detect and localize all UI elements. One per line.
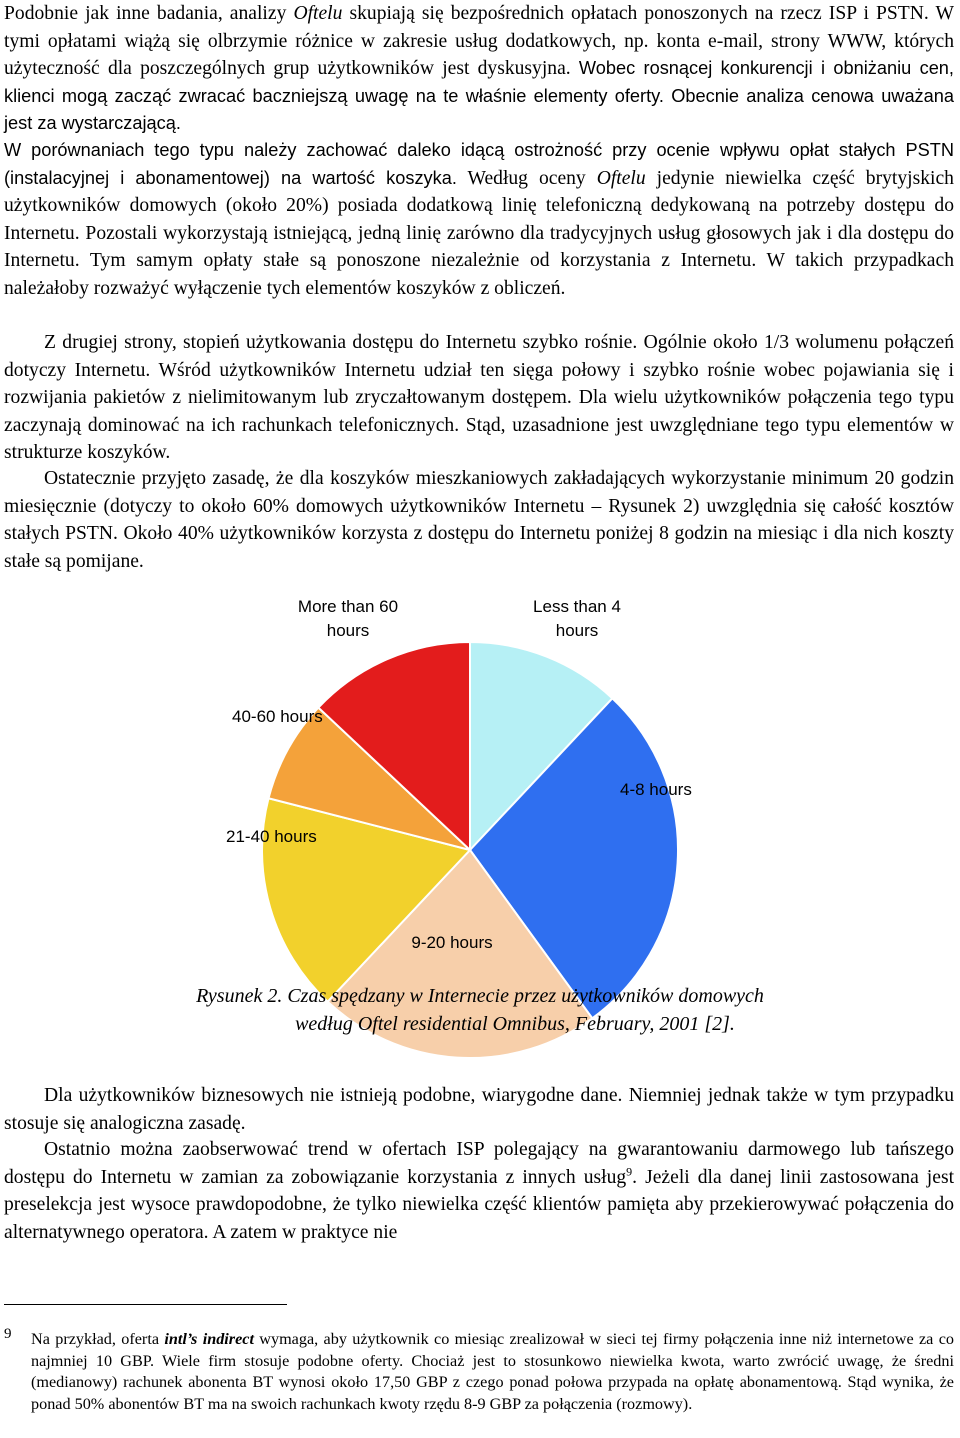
footnote-run-2: wymaga, aby użytkownik co miesiąc zrealizował w sieci tej firmy połączenia inne niż internetowe za co najmniej 10 GBP. Wiele firm stosuje podobne oferty. Chociaż jest to stosunkowo niewielka kwota, warto zwrócić uwagę, że średni (medianowy) rachunek abonenta BT wynosi około 17,50 GBP z czego ponad połowa przypada na opłatę abonamentową. Stąd wynika, że ponad 50% abonentów BT ma na swoich rachunkach kwoty rzędu 8-9 GBP za połączenia (rozmowy).: [31, 1330, 954, 1413]
paragraph-1: [4, 0, 954, 138]
paragraph-6: [4, 1136, 954, 1246]
paragraph-6-run-2: . Jeżeli dla danej linii zastosowana jest preselekcja jest wysoce prawdopodobne, że tylko niewielka część klientów pamięta aby przekierowywać połączenia do alternatywnego operatora. A zatem w praktyce nie: [4, 1166, 955, 1243]
paragraph-5-run-0: Dla użytkowników biznesowych nie istnieją podobne, wiarygodne dane. Niemniej jednak także w tym przypadku stosuje się analogiczna zasadę.: [4, 1085, 954, 1134]
pie-label-4: 21-40 hours: [226, 827, 317, 846]
paragraph-1-run-2: skupiają się bezpośrednich opłatach ponoszonych na rzecz ISP i PSTN. W tymi opłatami wiążą się olbrzymie różnice w zakresie usług dodatkowych, np. konta e-mail, strony WWW, których użyteczność dla poszczególnych grup użytkowników jest dyskusyjna.: [4, 3, 954, 80]
pie-chart: [200, 590, 692, 962]
paragraph-1-run-1: Oftelu: [293, 3, 343, 24]
paragraph-3: [4, 329, 954, 467]
pie-label-2: 4-8 hours: [620, 780, 692, 799]
paragraph-2-run-3: jedynie niewielka część brytyjskich użytkowników domowych (około 20%) posiada dodatkową linię telefoniczną dedykowaną na potrzeby dostępu do Internetu. Pozostali wykorzystają istniejącą, jedną linię zarówno dla tradycyjnych usług głosowych jak i dla dostępu do Internetu. Tym samym opłaty stałe są ponoszone niezależnie od korzystania z Internetu. W takich przypadkach należałoby rozważyć wyłączenie tych elementów koszyków z obliczeń.: [4, 167, 954, 299]
paragraph-2-run-0: W porównaniach tego typu należy zachować daleko idącą ostrożność przy ocenie wpływu opłat stałych PSTN (instalacyjnej i abonamentowej) na wartość koszyka.: [4, 140, 954, 188]
figure-caption-line-2: według Oftel residential Omnibus, February, 2001 [2].: [295, 1013, 735, 1035]
pie-label-3: 9-20 hours: [411, 933, 493, 952]
paragraph-1-run-0: Podobnie jak inne badania, analizy: [4, 3, 294, 24]
paragraph-2-run-2: Oftelu: [596, 167, 646, 189]
paragraph-2: [4, 137, 954, 303]
paragraph-5: [4, 1082, 954, 1137]
footnote-rule: [4, 1304, 287, 1305]
figure-caption-line-1: Rysunek 2. Czas spędzany w Internecie przez użytkowników domowych: [196, 985, 764, 1007]
pie-label-5: 40-60 hours: [232, 707, 323, 726]
footnote-run-0: Na przykład, oferta: [31, 1330, 165, 1348]
paragraph-4-run-0: Ostatecznie przyjęto zasadę, że dla koszyków mieszkaniowych zakładających wykorzystanie minimum 20 godzin miesięcznie (dotyczy to około 60% domowych użytkowników Internetu – Rysunek 2) uwzględnia się całość kosztów stałych PSTN. Około 40% użytkowników korzysta z dostępu do Internetu poniżej 8 godzin na miesiąc i dla nich koszty stałe są pomijane.: [4, 468, 954, 572]
pie-label-6: More than 60 hours: [297, 597, 399, 640]
footnote-run-1: intl’s indirect: [164, 1330, 254, 1348]
footnote-number: 9: [4, 1326, 12, 1342]
paragraph-4: [4, 465, 954, 575]
paragraph-6-run-1: 9: [626, 1164, 633, 1179]
paragraph-2-run-1: Według oceny: [456, 167, 597, 189]
footnote-text: [31, 1329, 954, 1415]
paragraph-1-run-3: Wobec rosnącej konkurencji i obniżaniu cen, klienci mogą zacząć zwracać baczniejszą uwagę na te właśnie elementy oferty. Obecnie analiza cenowa uważana jest za wystarczającą.: [4, 58, 954, 134]
paragraph-3-run-0: Z drugiej strony, stopień użytkowania dostępu do Internetu szybko rośnie. Ogólnie około 1/3 wolumenu połączeń dotyczy Internetu. Wśród użytkowników Internetu udział ten sięga połowy i szybko rośnie wobec pojawiania się i rozwijania pakietów z nielimitowanym lub zryczałtowanym dostępem. Dla wielu użytkowników połączenia tego typu zaczynają dominować na ich rachunkach telefonicznych. Stąd, uzasadnione jest uwzględniane tego typu elementów w strukturze koszyków.: [4, 332, 954, 464]
paragraph-6-run-0: Ostatnio można zaobserwować trend w ofertach ISP polegający na gwarantowaniu darmowego lub tańszego dostępu do Internetu w zamian za zobowiązanie korzystania z innych usług: [4, 1139, 954, 1188]
pie-label-1: Less than 4 hours: [533, 597, 621, 640]
